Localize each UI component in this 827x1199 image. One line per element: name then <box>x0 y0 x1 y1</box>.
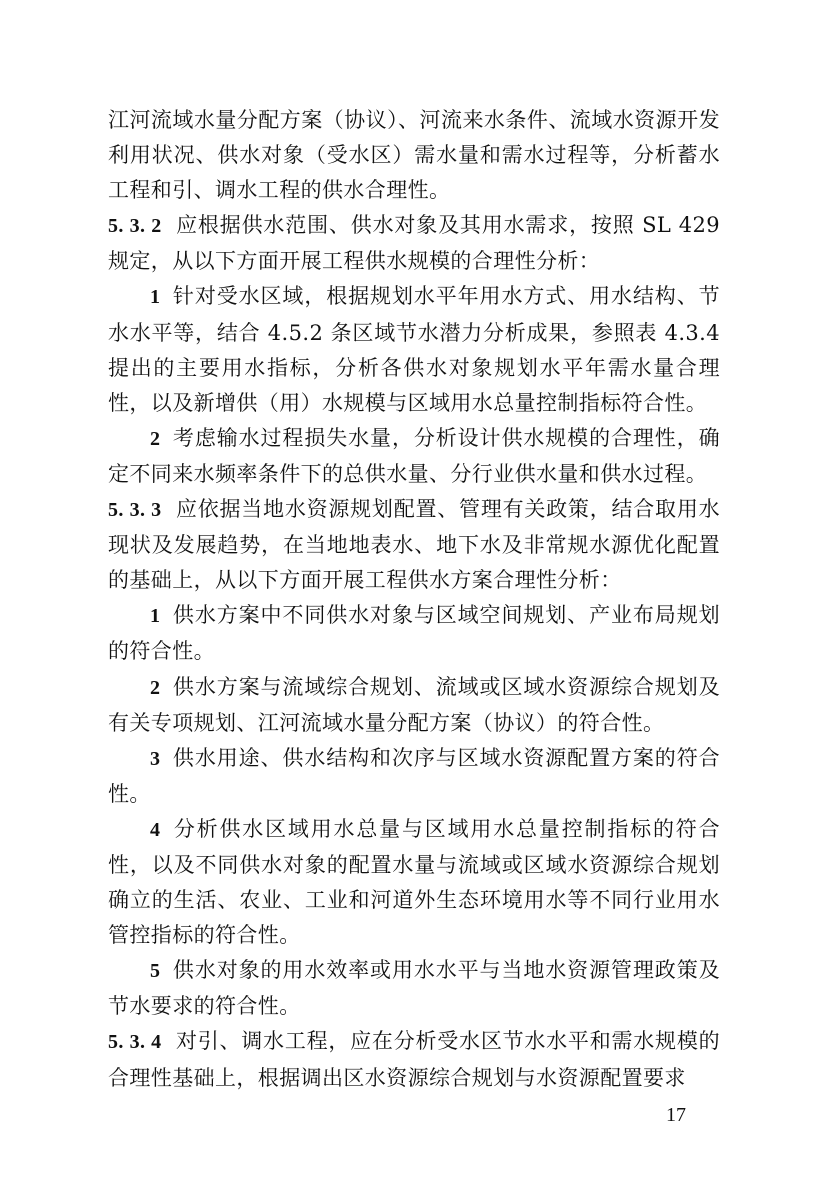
clause-number: 5. 3. 2 <box>108 215 162 238</box>
clause-5-3-3-item-4 <box>108 812 720 953</box>
clause-5-3-3-item-5 <box>108 953 720 1024</box>
clause-5-3-3 <box>108 492 720 598</box>
item-number: 4 <box>150 818 161 841</box>
item-number: 2 <box>150 427 161 450</box>
item-number: 1 <box>150 605 161 628</box>
clause-number: 5. 3. 4 <box>108 1031 162 1054</box>
item-number: 2 <box>150 676 161 699</box>
clause-5-3-3-item-3 <box>108 741 720 812</box>
item-text: 考虑输水过程损失水量，分析设计供水规模的合理性，确定不同来水频率条件下的总供水量、分行业供水量和供水过程。 <box>108 425 720 486</box>
clause-5-3-2 <box>108 208 720 279</box>
clause-5-3-3-item-1 <box>108 598 720 669</box>
clause-5-3-3-item-2 <box>108 670 720 741</box>
clause-text: 对引、调水工程，应在分析受水区节水水平和需水规模的合理性基础上，根据调出区水资源综合规划与水资源配置要求 <box>108 1029 720 1090</box>
item-text: 分析供水区域用水总量与区域用水总量控制指标的符合性，以及不同供水对象的配置水量与流域或区域水资源综合规划确立的生活、农业、工业和河道外生态环境用水等不同行业用水管控指标的符合性。 <box>108 816 720 948</box>
clause-number: 5. 3. 3 <box>108 499 162 522</box>
item-text: 针对受水区域，根据规划水平年用水方式、用水结构、节水水平等，结合 4.5.2 条区域节水潜力分析成果，参照表 4.3.4 提出的主要用水指标，分析各供水对象规划水平年需水量合理性，以及新增供（用）水规模与区域用水总量控制指标符合性。 <box>108 284 720 415</box>
paragraph-continuation: 江河流域水量分配方案（协议）、河流来水条件、流域水资源开发利用状况、供水对象（受水区）需水量和需水过程等，分析蓄水工程和引、调水工程的供水合理性。 <box>108 108 720 203</box>
clause-text: 应根据供水范围、供水对象及其用水需求，按照 SL 429 规定，从以下方面开展工程供水规模的合理性分析： <box>108 213 720 274</box>
clause-text: 应依据当地水资源规划配置、管理有关政策，结合取用水现状及发展趋势，在当地地表水、地下水及非常规水源优化配置的基础上，从以下方面开展工程供水方案合理性分析： <box>108 497 720 593</box>
item-number: 5 <box>150 960 161 983</box>
item-number: 1 <box>150 286 161 309</box>
page-number: 17 <box>666 1104 686 1126</box>
item-number: 3 <box>150 747 161 770</box>
item-text: 供水用途、供水结构和次序与区域水资源配置方案的符合性。 <box>108 745 720 806</box>
clause-5-3-2-item-1 <box>108 279 720 420</box>
item-text: 供水对象的用水效率或用水水平与当地水资源管理政策及节水要求的符合性。 <box>108 958 720 1019</box>
document-body <box>108 103 720 1096</box>
clause-5-3-2-item-2 <box>108 421 720 492</box>
item-text: 供水方案中不同供水对象与区域空间规划、产业布局规划的符合性。 <box>108 603 720 664</box>
item-text: 供水方案与流域综合规划、流域或区域水资源综合规划及有关专项规划、江河流域水量分配方案（协议）的符合性。 <box>108 674 720 735</box>
clause-5-3-4 <box>108 1024 720 1095</box>
